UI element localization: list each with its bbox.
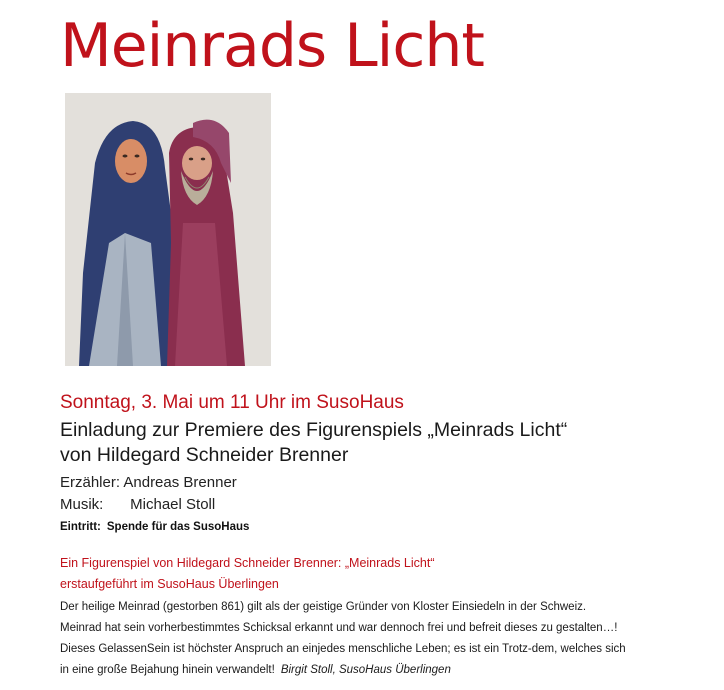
music-name: Michael Stoll [130,496,216,513]
entry-fee [60,519,249,535]
event-date-line: Sonntag, 3. Mai um 11 Uhr im SusoHaus [60,392,404,413]
puppets-photo [65,93,271,366]
subheading-line-1: Ein Figurenspiel von Hildegard Schneider Brenner: „Meinrads Licht“ [60,556,435,570]
entry-value: Spende für das SusoHaus [106,521,250,533]
subheading-line-2: erstaufgeführt im SusoHaus Überlingen [60,577,279,591]
page-title: Meinrads Licht [60,11,484,81]
narrator-label: Erzähler: [60,474,121,491]
invitation-text [60,418,567,468]
credits-narrator-row [60,472,237,494]
credits-music-row [60,494,237,516]
description-line-1: Der heilige Meinrad (gestorben 861) gilt als der geistige Gründer von Kloster Einsiedeln in der Schweiz. [60,601,587,613]
credits [60,472,237,516]
subheading [60,553,435,595]
entry-label: Eintritt: [60,521,101,533]
description-line-2: Meinrad hat sein vorherbestimmtes Schicksal erkannt und war dennoch frei und befreit dieses zu gestalten…! [60,622,618,634]
invitation-line-2: von Hildegard Schneider Brenner [60,444,349,466]
invitation-line-1: Einladung zur Premiere des Figurenspiels „Meinrads Licht“ [60,419,568,441]
narrator-name: Andreas Brenner [123,474,237,491]
description-line-4 [60,660,626,681]
description-line-4-text: in eine große Bejahung hinein verwandelt! [60,664,275,676]
music-label: Musik: [60,496,104,513]
description-text [60,597,626,681]
description-line-3: Dieses GelassenSein ist höchster Anspruch an einjedes menschliche Leben; es ist ein Trotz-dem, welches sich [60,643,626,655]
signature: Birgit Stoll, SusoHaus Überlingen [280,664,451,676]
